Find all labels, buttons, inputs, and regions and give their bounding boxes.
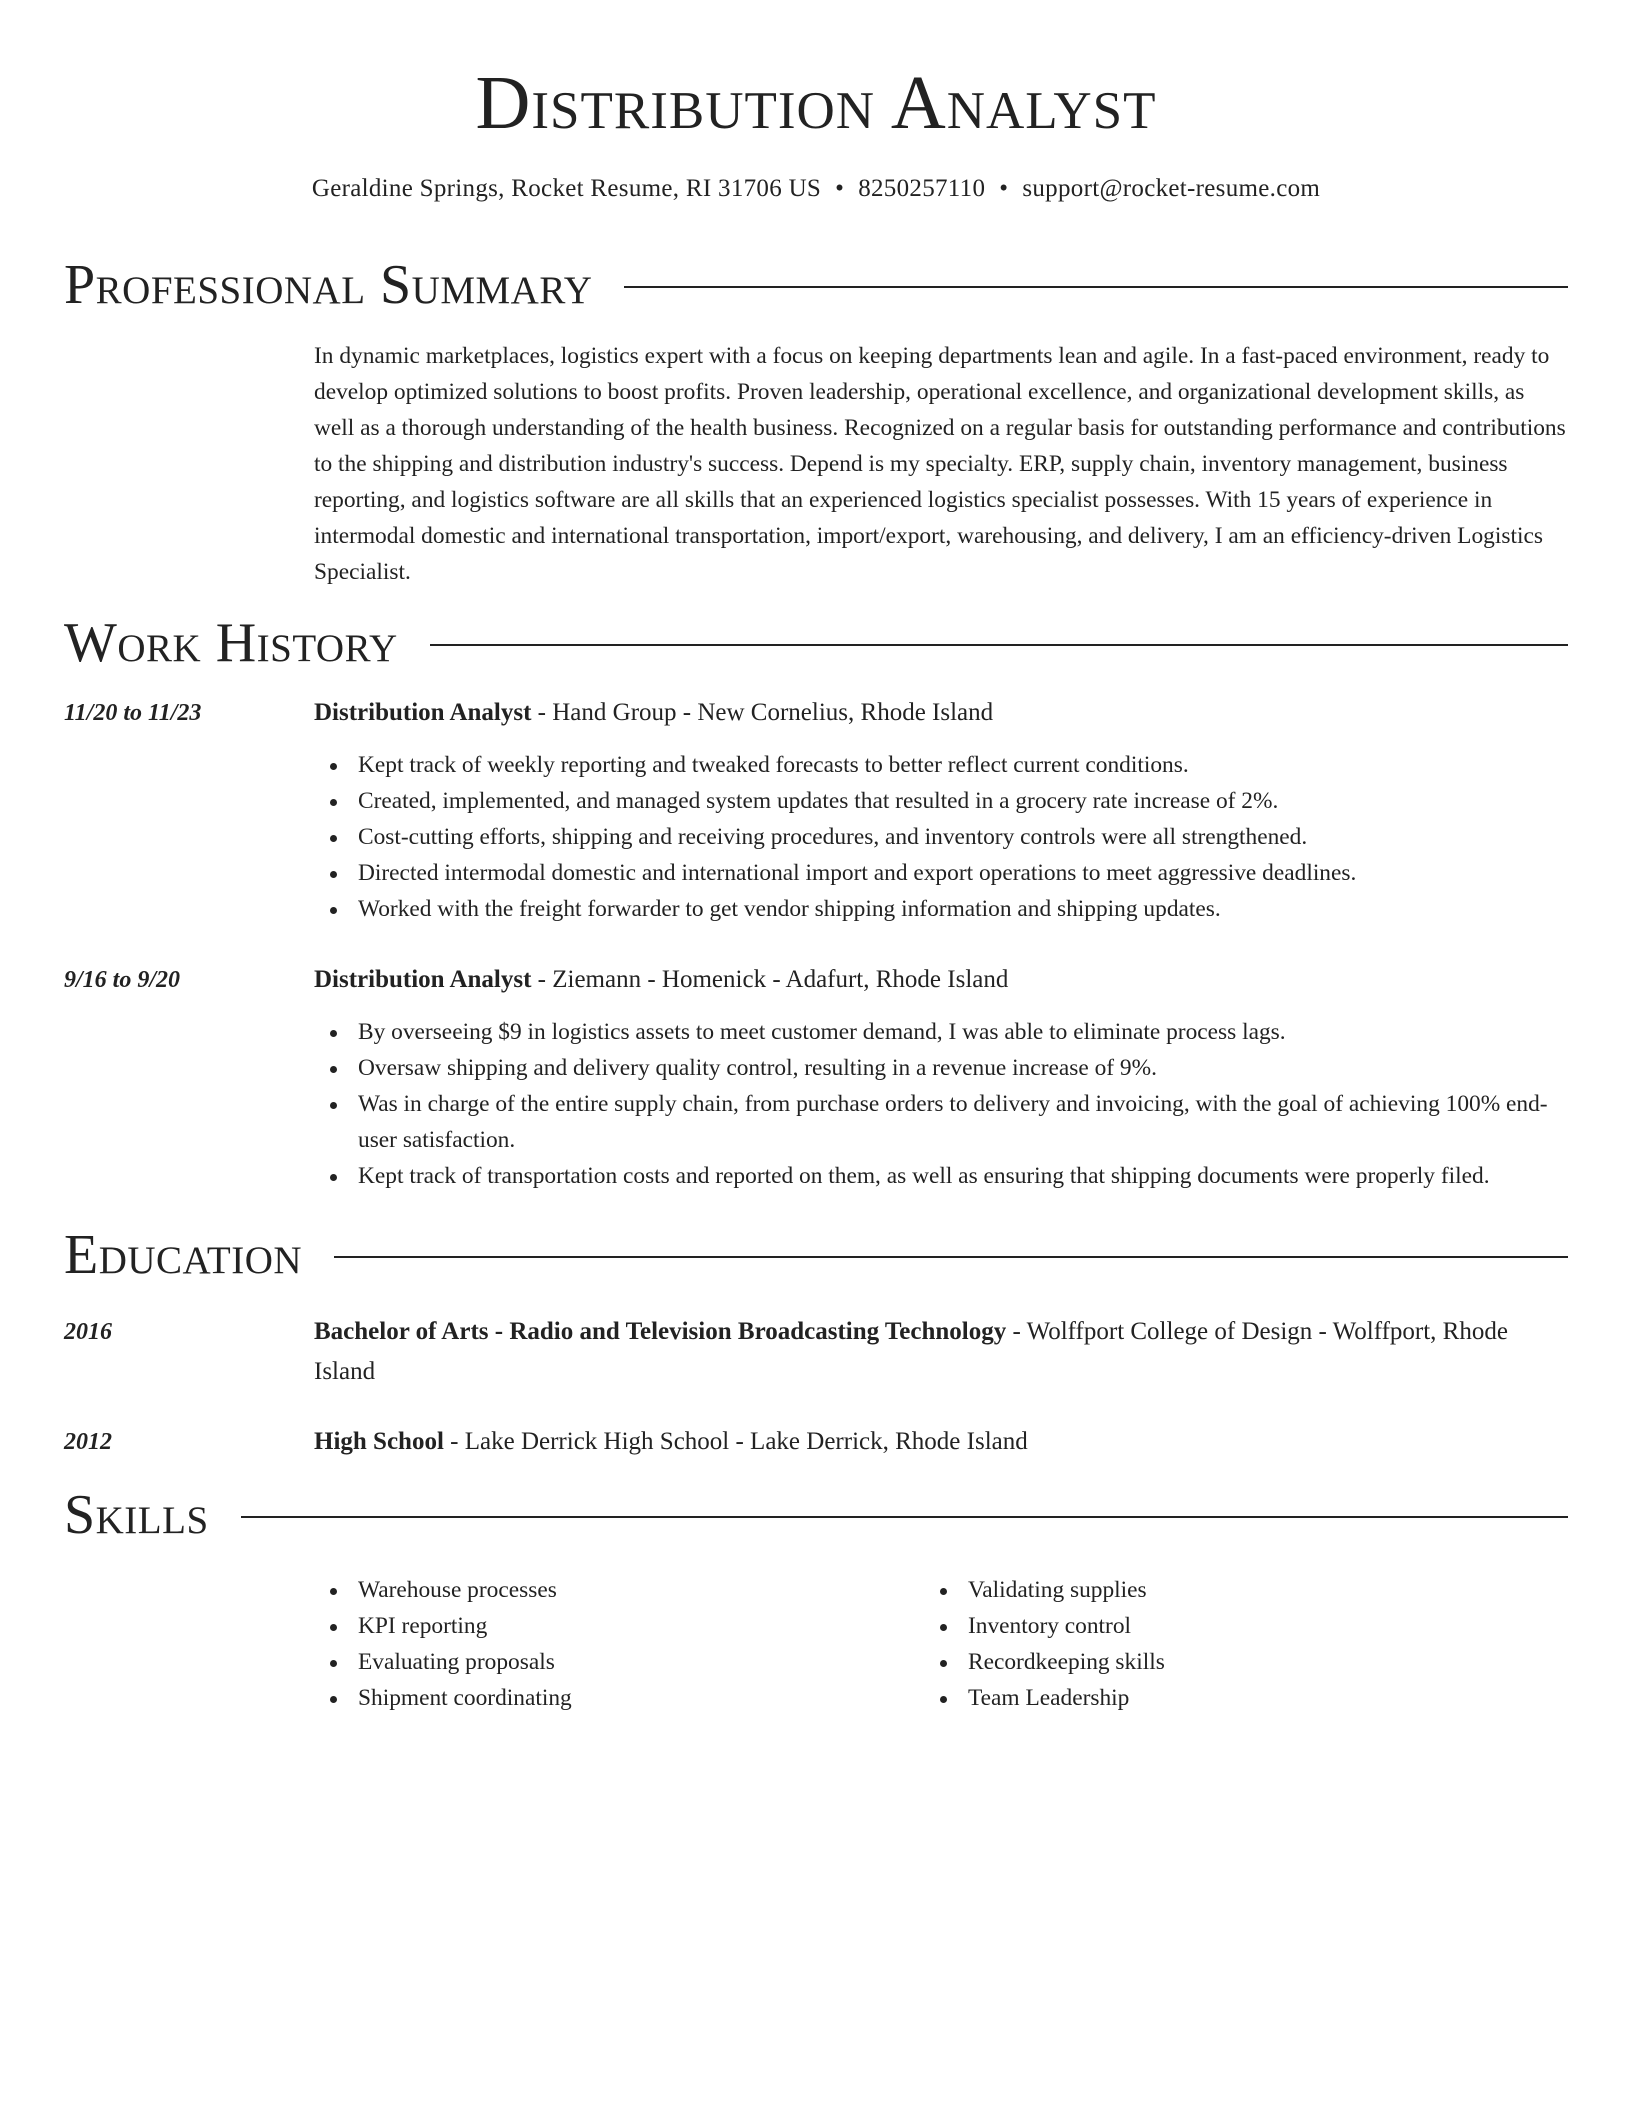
education-details: - Lake Derrick High School - Lake Derrick, Rhode Island xyxy=(443,1428,1028,1455)
job-dates: 9/16 to 9/20 xyxy=(64,967,181,993)
job-bullet: Worked with the freight forwarder to get vendor shipping information and shipping updates. xyxy=(314,891,1570,927)
skill-item: Shipment coordinating xyxy=(314,1680,914,1716)
resume-title: Distribution Analyst xyxy=(475,61,1157,145)
job-bullet: By overseeing $9 in logistics assets to meet customer demand, I was able to eliminate process lags. xyxy=(314,1014,1570,1050)
section-divider xyxy=(334,1256,1568,1258)
summary-section-header xyxy=(64,252,1568,318)
skills-list-left xyxy=(314,1572,914,1716)
contact-address: Geraldine Springs, Rocket Resume, RI 31706 US xyxy=(311,175,822,202)
work-heading: Work History xyxy=(64,612,398,674)
job-bullet: Cost-cutting efforts, shipping and receiving procedures, and inventory controls were all strengthened. xyxy=(314,819,1570,855)
section-divider xyxy=(624,286,1568,288)
education-section-header xyxy=(64,1222,1568,1288)
section-divider xyxy=(430,644,1568,646)
education-degree: Bachelor of Arts - Radio and Television Broadcasting Technology xyxy=(314,1318,1007,1345)
skills-list-right xyxy=(924,1572,1524,1716)
contact-line xyxy=(0,172,1632,206)
education-year: 2016 xyxy=(64,1319,112,1345)
job-bullet: Kept track of transportation costs and reported on them, as well as ensuring that shipping documents were properly filed. xyxy=(314,1158,1570,1194)
skills-section-header xyxy=(64,1482,1568,1548)
job-details: - Ziemann - Homenick - Adafurt, Rhode Island xyxy=(531,966,1009,993)
education-details: - Wolffport College of Design - Wolffport, Rhode Island xyxy=(314,1318,1508,1385)
skills-heading: Skills xyxy=(64,1484,209,1546)
job-bullet: Created, implemented, and managed system updates that resulted in a grocery rate increase of 2%. xyxy=(314,783,1570,819)
job-dates: 11/20 to 11/23 xyxy=(64,700,202,726)
job-title: Distribution Analyst xyxy=(314,966,532,993)
job-header xyxy=(314,960,1570,1000)
education-year: 2012 xyxy=(64,1429,112,1455)
section-divider xyxy=(241,1516,1568,1518)
contact-separator: • xyxy=(999,175,1009,202)
contact-email: support@rocket-resume.com xyxy=(1022,175,1321,202)
education-header xyxy=(314,1312,1570,1392)
job-details: - Hand Group - New Cornelius, Rhode Island xyxy=(531,699,994,726)
summary-text: In dynamic marketplaces, logistics expert with a focus on keeping departments lean and agile. In a fast-paced environment, ready to develop optimized solutions to boost profits. Proven leadership, operational excellence, and organizational development skills, as well as a thorough understanding of the health business. Recognized on a regular basis for outstanding performance and contributions to the shipping and distribution industry's success. Depend is my specialty. ERP, supply chain, inventory management, business reporting, and logistics software are all skills that an experienced logistics specialist possesses. With 15 years of experience in intermodal domestic and international transportation, import/export, warehousing, and delivery, I am an efficiency-driven Logistics Specialist. xyxy=(314,343,1566,585)
job-title: Distribution Analyst xyxy=(314,699,532,726)
education-heading: Education xyxy=(64,1224,303,1286)
job-bullet: Was in charge of the entire supply chain, from purchase orders to delivery and invoicing, with the goal of achieving 100% end-user satisfaction. xyxy=(314,1086,1570,1158)
work-section-header xyxy=(64,610,1568,676)
job-header xyxy=(314,693,1570,733)
job-bullets xyxy=(314,747,1570,927)
contact-separator: • xyxy=(835,175,845,202)
job-bullets xyxy=(314,1014,1570,1194)
job-bullet: Oversaw shipping and delivery quality control, resulting in a revenue increase of 9%. xyxy=(314,1050,1570,1086)
skill-item: Warehouse processes xyxy=(314,1572,914,1608)
skill-item: Evaluating proposals xyxy=(314,1644,914,1680)
summary-heading: Professional Summary xyxy=(64,254,593,316)
job-bullet: Directed intermodal domestic and international import and export operations to meet aggressive deadlines. xyxy=(314,855,1570,891)
education-header xyxy=(314,1422,1570,1462)
skill-item: Inventory control xyxy=(924,1608,1524,1644)
contact-phone: 8250257110 xyxy=(858,175,986,202)
skill-item: Validating supplies xyxy=(924,1572,1524,1608)
skill-item: Team Leadership xyxy=(924,1680,1524,1716)
skill-item: KPI reporting xyxy=(314,1608,914,1644)
education-degree: High School xyxy=(314,1428,444,1455)
skill-item: Recordkeeping skills xyxy=(924,1644,1524,1680)
job-bullet: Kept track of weekly reporting and tweaked forecasts to better reflect current conditions. xyxy=(314,747,1570,783)
